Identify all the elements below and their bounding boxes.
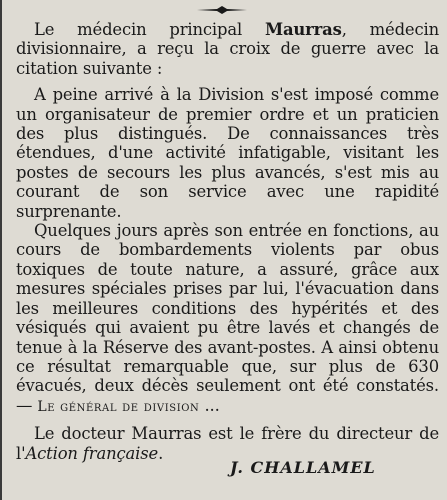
closing-text-start: Le docteur Maurras est le frère du directeur de l' [16, 424, 439, 463]
article-body [16, 20, 439, 463]
citation-paragraph-2 [16, 221, 439, 417]
ornament-divider [197, 6, 247, 14]
intro-text-end: , médecin divisionnaire, a reçu la croix de guerre avec la citation suivante : [16, 20, 439, 78]
citation-paragraph-2-text: Quelques jours après son entrée en fonctions, au cours de bombardements violents par obus toxiques de toute nature, a assuré, grâce aux mesures spéciales prises par lui, l'évacuation dans les meilleures conditions des hypérités et des vésiqués qui avaient pu être lavés et changés de tenue à la Réserve des avant-postes. A ainsi obtenu ce résultat remarquable que, sur plus de 630 évacués, deux décès seulement ont été constatés. — [16, 221, 439, 415]
citation-paragraph-1: A peine arrivé à la Division s'est imposé comme un organisateur de premier ordre et un praticien des plus distingués. De connaissances très étendues, d'une activité infatigable, visitant les postes de secours les plus avancés, s'est mis au courant de son service avec une rapidité surprenante. [16, 85, 439, 221]
closing-text-end: . [158, 443, 164, 463]
citation-signoff: Le général de division [37, 398, 200, 415]
intro-text-start: Le médecin principal [34, 20, 265, 39]
intro-paragraph [16, 20, 439, 78]
author-signature: J. CHALLAMEL [230, 458, 376, 477]
name-maurras: Maurras [264, 20, 342, 39]
citation-trail: ... [199, 395, 220, 415]
journal-name: Action française [25, 443, 159, 463]
